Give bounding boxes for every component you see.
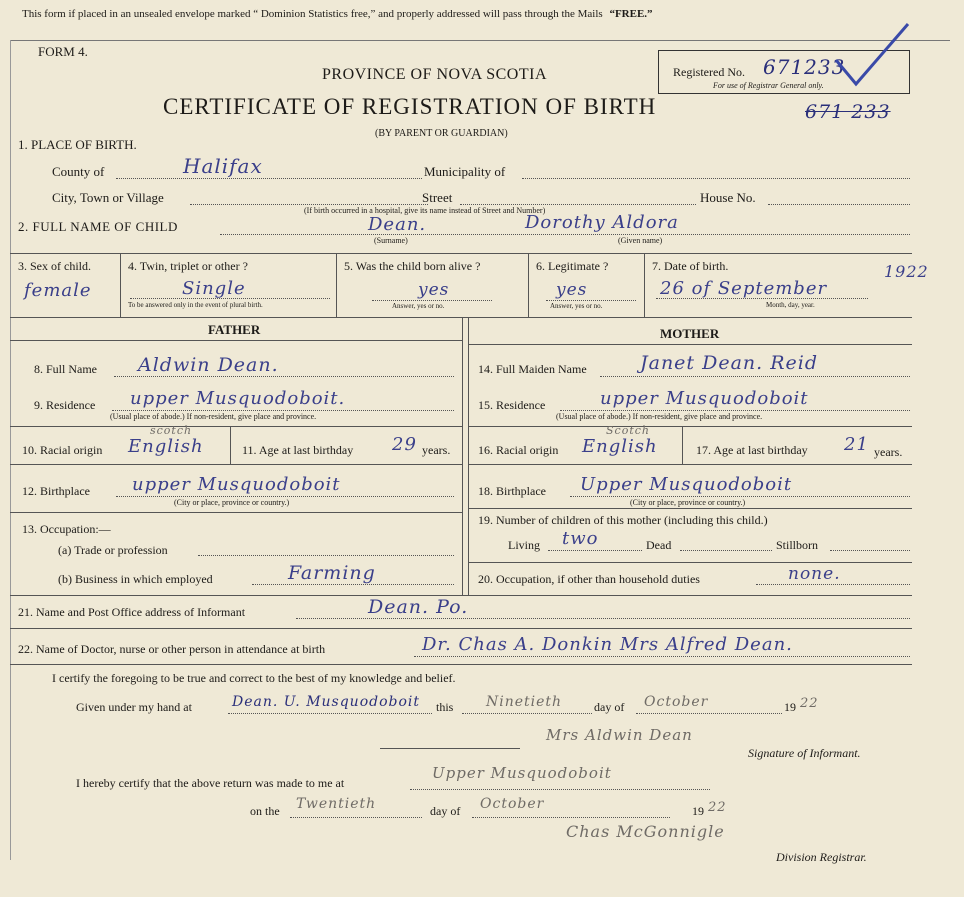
mother-residence-note: (Usual place of abode.) If non-resident, give place and province. <box>556 412 763 421</box>
sex-label: 3. Sex of child. <box>18 259 91 273</box>
business-line <box>252 584 454 585</box>
given-day: Ninetieth <box>486 694 563 710</box>
given-day-line <box>462 713 592 714</box>
mother-birthplace: Upper Musquodoboit <box>580 474 793 495</box>
registrar-on-label: on the <box>250 804 280 818</box>
father-heading-rule <box>10 340 462 341</box>
father-residence: upper Musquodoboit. <box>130 388 346 409</box>
child-given-name: Dorothy Aldora <box>525 212 679 233</box>
father-racial: English <box>128 436 204 457</box>
legitimate-note: Answer, yes or no. <box>550 302 603 310</box>
mother-birthplace-line <box>570 496 910 497</box>
child-name-line <box>220 234 910 235</box>
place-of-birth-label: 1. PLACE OF BIRTH. <box>18 137 137 152</box>
this-label: this <box>436 700 454 714</box>
registrar-statement: I hereby certify that the above return was made to me at <box>76 776 345 790</box>
children-label: 19. Number of children of this mother (including this child.) <box>478 513 768 527</box>
father-age: 29 <box>392 434 417 455</box>
county-label: County of <box>52 164 105 179</box>
street-line <box>460 204 696 205</box>
father-birthplace-label: 12. Birthplace <box>22 484 90 498</box>
registrar-year-prefix: 19 <box>692 804 704 818</box>
registered-note: For use of Registrar General only. <box>713 81 824 90</box>
registrar-day-line <box>290 817 422 818</box>
certify-statement: I certify the foregoing to be true and correct to the best of my knowledge and belief. <box>52 671 456 685</box>
sex-value: female <box>24 280 92 301</box>
father-name-line <box>114 376 454 377</box>
informant-line <box>296 618 910 619</box>
father-racial-above: scotch <box>150 424 193 437</box>
mother-racial: English <box>582 436 658 457</box>
municipality-line <box>522 178 910 179</box>
mother-age: 21 <box>844 434 869 455</box>
father-residence-line <box>112 410 454 411</box>
registrar-day-of-label: day of <box>430 804 461 818</box>
city-line <box>190 204 428 205</box>
alive-line <box>372 300 492 301</box>
father-birthplace-note: (City or place, province or country.) <box>174 498 290 507</box>
mother-rule-4 <box>468 562 912 563</box>
mother-birthplace-label: 18. Birthplace <box>478 484 546 498</box>
twin-line <box>130 298 330 299</box>
father-birthplace-line <box>116 496 454 497</box>
mother-age-divider <box>682 426 683 464</box>
hospital-note: (If birth occurred in a hospital, give its name instead of Street and Number) <box>304 206 546 215</box>
father-heading: FATHER <box>208 322 261 337</box>
legitimate-label: 6. Legitimate ? <box>536 259 609 273</box>
mother-occupation-label: 20. Occupation, if other than household duties <box>478 572 700 586</box>
mother-name: Janet Dean. Reid <box>640 352 819 374</box>
informant-rule <box>10 628 912 629</box>
dead-label: Dead <box>646 538 672 552</box>
doctor-rule <box>10 664 912 665</box>
mother-years: years. <box>874 445 903 459</box>
row3-bottom-rule <box>10 317 912 318</box>
informant-signature-caption: Signature of Informant. <box>748 746 861 760</box>
form-border-top <box>10 40 950 41</box>
given-caption: (Given name) <box>618 236 663 245</box>
registrar-caption: Division Registrar. <box>776 850 867 864</box>
mother-rule-3 <box>468 508 912 509</box>
business-value: Farming <box>288 562 376 584</box>
registrar-place-line <box>410 789 710 790</box>
surname-caption: (Surname) <box>374 236 408 245</box>
date-label: 7. Date of birth. <box>652 259 729 273</box>
row3-divider-2 <box>336 253 337 317</box>
row3-divider-3 <box>528 253 529 317</box>
mother-residence: upper Musquodoboit <box>600 388 809 409</box>
given-year: 22 <box>800 696 819 711</box>
registrar-month: October <box>480 796 545 812</box>
occupation-label: 13. Occupation:— <box>22 522 111 536</box>
struck-number: 671 233 <box>805 101 891 123</box>
father-birthplace: upper Musquodoboit <box>132 474 341 495</box>
legitimate-value: yes <box>556 280 588 300</box>
given-place-line <box>228 713 432 714</box>
mother-occupation-line <box>756 584 910 585</box>
house-label: House No. <box>700 190 756 205</box>
doctor-label: 22. Name of Doctor, nurse or other person in attendance at birth <box>18 642 326 656</box>
informant-signature: Mrs Aldwin Dean <box>546 726 693 744</box>
mother-residence-line <box>560 410 910 411</box>
trade-line <box>198 555 454 556</box>
parents-divider <box>462 317 463 595</box>
registered-number: 671233 <box>763 55 846 79</box>
living-value: two <box>562 528 599 549</box>
father-rule-1 <box>10 426 462 427</box>
father-residence-label: 9. Residence <box>34 398 96 412</box>
province-heading: PROVINCE OF NOVA SCOTIA <box>322 66 548 83</box>
living-line <box>548 550 642 551</box>
legitimate-line <box>546 300 636 301</box>
alive-label: 5. Was the child born alive ? <box>344 259 481 273</box>
mother-age-label: 17. Age at last birthday <box>696 443 808 457</box>
given-year-prefix: 19 <box>784 700 796 714</box>
twin-value: Single <box>182 278 246 299</box>
registered-label: Registered No. <box>673 65 745 79</box>
row3-divider-4 <box>644 253 645 317</box>
check-mark-icon <box>832 20 912 90</box>
mother-rule-1 <box>468 426 912 427</box>
registrar-signature: Chas McGonnigle <box>566 822 725 841</box>
stillborn-line <box>830 550 910 551</box>
date-value: 26 of September <box>660 278 828 299</box>
date-note: Month, day, year. <box>766 301 815 309</box>
city-label: City, Town or Village <box>52 190 164 205</box>
certificate-subtitle: (BY PARENT OR GUARDIAN) <box>375 128 508 139</box>
business-label: (b) Business in which employed <box>58 572 213 586</box>
father-age-label: 11. Age at last birthday <box>242 443 354 457</box>
mother-heading: MOTHER <box>660 326 720 341</box>
postal-notice: This form if placed in an unsealed envelope marked “ Dominion Statistics free,” and properly addressed will pass through the Mails “FREE.” <box>22 8 653 20</box>
twin-label: 4. Twin, triplet or other ? <box>128 259 248 273</box>
mother-racial-above: Scotch <box>606 424 650 437</box>
mother-racial-label: 16. Racial origin <box>478 443 559 457</box>
given-day-of-label: day of <box>594 700 625 714</box>
informant-value: Dean. Po. <box>368 596 469 618</box>
parents-divider-2 <box>468 317 469 595</box>
given-month-line <box>636 713 782 714</box>
mother-occupation: none. <box>788 564 841 584</box>
street-label: Street <box>422 190 453 205</box>
father-age-divider <box>230 426 231 464</box>
given-under-label: Given under my hand at <box>76 700 192 714</box>
registrar-month-line <box>472 817 670 818</box>
father-name: Aldwin Dean. <box>138 354 279 376</box>
alive-note: Answer, yes or no. <box>392 302 445 310</box>
informant-label: 21. Name and Post Office address of Informant <box>18 605 246 619</box>
year-value: 1922 <box>884 262 929 281</box>
father-racial-label: 10. Racial origin <box>22 443 103 457</box>
mother-rule-2 <box>468 464 912 465</box>
mother-name-label: 14. Full Maiden Name <box>478 362 587 376</box>
mother-residence-label: 15. Residence <box>478 398 546 412</box>
doctor-value: Dr. Chas A. Donkin Mrs Alfred Dean. <box>422 634 793 655</box>
form-number: FORM 4. <box>38 44 88 59</box>
stillborn-label: Stillborn <box>776 538 819 552</box>
date-line <box>656 298 868 299</box>
father-name-label: 8. Full Name <box>34 362 97 376</box>
doctor-line <box>414 656 910 657</box>
certificate-title: CERTIFICATE OF REGISTRATION OF BIRTH <box>163 94 657 119</box>
father-rule-2 <box>10 464 462 465</box>
alive-value: yes <box>418 280 450 300</box>
father-residence-note: (Usual place of abode.) If non-resident, give place and province. <box>110 412 317 421</box>
registrar-year: 22 <box>708 800 727 815</box>
given-place: Dean. U. Musquodoboit <box>232 694 421 710</box>
municipality-label: Municipality of <box>424 164 506 179</box>
child-name-label: 2. FULL NAME OF CHILD <box>18 219 178 234</box>
trade-label: (a) Trade or profession <box>58 543 168 557</box>
mother-name-line <box>600 376 910 377</box>
county-line <box>116 178 422 179</box>
registrar-place: Upper Musquodoboit <box>432 764 612 782</box>
dead-line <box>680 550 772 551</box>
living-label: Living <box>508 538 540 552</box>
row3-divider-1 <box>120 253 121 317</box>
child-surname: Dean. <box>368 214 427 235</box>
mother-birthplace-note: (City or place, province or country.) <box>630 498 746 507</box>
given-month: October <box>644 694 709 710</box>
form-border-left <box>10 40 11 860</box>
house-line <box>768 204 910 205</box>
father-rule-3 <box>10 512 462 513</box>
mother-heading-rule <box>468 344 912 345</box>
father-years: years. <box>422 443 451 457</box>
twin-note: To be answered only in the event of plural birth. <box>128 301 263 309</box>
blank-signature-line <box>380 748 520 749</box>
registrar-day: Twentieth <box>296 796 377 812</box>
county-value: Halifax <box>183 154 263 178</box>
row3-top-rule <box>10 253 912 254</box>
